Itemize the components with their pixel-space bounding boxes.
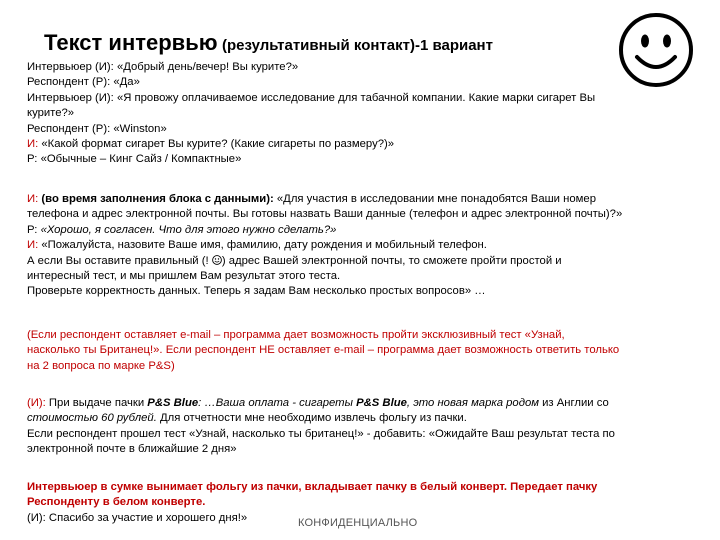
text-line [27,411,698,426]
line-text: «Какой формат сигарет Вы курите? (Какие сигареты по размеру?)» [38,138,395,151]
speaker-prefix: Р: [27,223,38,236]
text-line: (Если респондент оставляет e-mail – программа дает возможность пройти эксклюзивный тест «Узнай, [27,329,565,341]
text-line [27,223,698,238]
text-line: Респондент (Р): «Да» [27,76,140,89]
dialogue-block-payment [27,396,698,458]
text-line: Если респондент прошел тест «Узнай, насколько ты британец!» - добавить: «Ожидайте Ваш результат теста по [27,427,615,440]
text-line: Респондент (Р): «Winston» [27,122,167,135]
brand-name: P&S Blue [147,397,199,409]
line-text: «Хорошо, я согласен. Что для этого нужно сделать?» [37,223,337,236]
text-line [27,238,698,253]
line-text: «Пожалуйста, назовите Ваше имя, фамилию, дату рождения и мобильный телефон. [38,239,487,252]
line-text: ) адрес Вашей электронной почты, то сможете пройти простой и [221,254,562,267]
text-line: Респонденту в белом конверте. [27,496,206,509]
line-text: А если Вы оставите правильный (! [27,254,209,267]
text-line: интересный тест, и мы пришлем Вам результат этого теста. [27,270,341,283]
text-line: Интервьюер (И): «Добрый день/вечер! Вы курите?» [27,61,299,73]
text-line: телефона и адрес электронной почты. Вы готовы назвать Ваши данные (телефон и адрес электронной почты)?» [27,208,623,221]
text-line: Р: «Обычные – Кинг Сайз / Компактные» [27,153,242,166]
line-text: «Для участия в исследовании мне понадобятся Ваши номер [273,193,596,205]
speaker-prefix: И: [27,193,39,205]
confidential-label: КОНФИДЕНЦИАЛЬНО [298,517,418,529]
title-main: Текст интервью [44,30,218,55]
title-sub: (результативный контакт)-1 вариант [221,37,493,54]
line-text: При выдаче пачки [45,397,148,409]
text-line: Проверьте корректность данных. Теперь я задам Вам несколько простых вопросов» … [27,285,486,298]
line-text: , это новая марка родом [406,397,539,409]
instruction-bold: (во время заполнения блока с данными): [38,193,274,205]
line-text: Для отчетности мне необходимо извлечь фольгу из пачки. [156,412,467,425]
text-line [27,192,698,207]
text-line [27,137,698,152]
text-line [27,254,698,269]
text-line: на 2 вопроса по марке P&S) [27,359,175,372]
text-line: Интервьюер в сумке вынимает фольгу из пачки, вкладывает пачку в белый конверт. Передает пачку [27,481,598,493]
text-line: Интервьюер (И): «Я провожу оплачиваемое исследование для табачной компании. Какие марки сигарет Вы [27,91,596,104]
dialogue-block-data [27,192,698,300]
text-line: насколько ты Британец!». Если респондент НЕ оставляет e-mail – программа дает возможность ответить только [27,344,620,357]
line-text: стоимостью 60 рублей. [27,412,157,425]
speaker-prefix: И: [27,138,39,151]
text-line: электронной почте в ближайшие 2 дня» [27,443,237,456]
brand-name: P&S Blue [356,397,407,409]
speaker-prefix: И: [27,239,39,252]
text-line [27,396,698,411]
program-note-block [27,328,698,374]
smiley-inline-icon [212,255,222,265]
text-line: (И): Спасибо за участие и хорошего дня!» [27,511,248,524]
dialogue-block-intro [27,60,698,168]
line-text: : …Ваша оплата - сигареты [198,397,357,409]
page-title [44,30,493,56]
line-text: из Англии со [538,397,609,409]
text-line: курите?» [27,107,75,120]
speaker-prefix: (И): [27,397,46,409]
